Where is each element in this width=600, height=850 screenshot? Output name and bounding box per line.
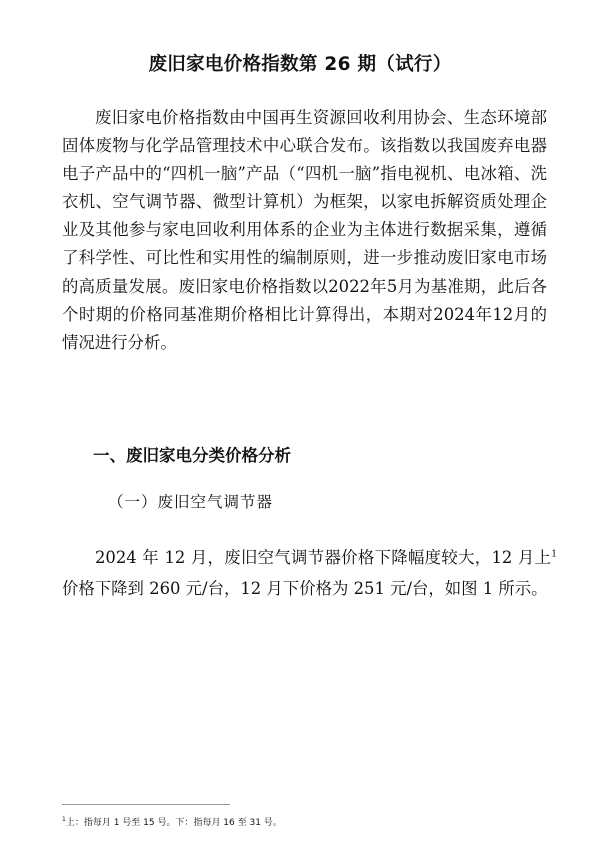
footnote-reference[interactable]: 1 [551,549,557,560]
paragraph-text-part2: 价格下降到 260 元/台，12 月下价格为 251 元/台，如图 1 所示。 [62,579,548,598]
subsection-heading: （一）废旧空气调节器 [108,493,274,511]
footnote-marker: 1 [62,816,66,823]
document-title: 废旧家电价格指数第 26 期（试行） [148,54,452,75]
paragraph-text-part1: 2024 年 12 月，废旧空气调节器价格下降幅度较大，12 月上 [95,548,552,567]
footnote-text: 上：指每月 1 号至 15 号。下：指每月 16 至 31 号。 [65,818,282,828]
section-heading: 一、废旧家电分类价格分析 [93,446,291,465]
intro-paragraph: 废旧家电价格指数由中国再生资源回收利用协会、生态环境部固体废物与化学品管理技术中心联合发布。该指数以我国废弃电器电子产品中的“四机一脑”产品（“四机一脑”指电视机、电冰箱、洗衣机、空气调节器、微型计算机）为框架，以家电拆解资质处理企业及其他参与家电回收利用体系的企业为主体进行数据采集，遵循了科学性、可比性和实用性的编制原则，进一步推动废旧家电市场的高质量发展。废旧家电价格指数以2022年5月为基准期，此后各个时期的价格同基准期价格相比计算得出，本期对2024年12月的情况进行分析。 [62,108,547,352]
footnote-divider [62,804,230,805]
air-conditioner-paragraph [62,542,557,604]
footnote [62,814,282,829]
